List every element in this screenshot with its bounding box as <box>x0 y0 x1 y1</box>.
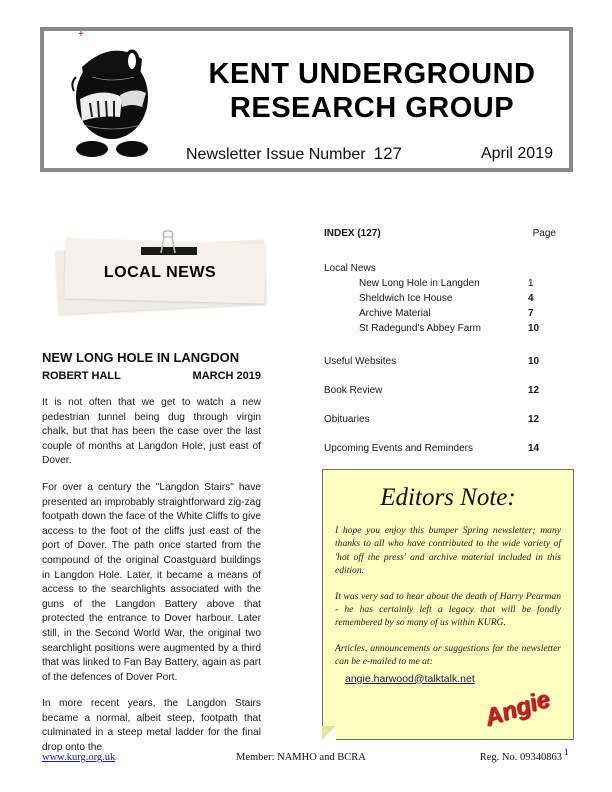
folded-corner-icon <box>322 726 336 740</box>
editors-note-paragraph: Articles, announcements or suggestions for the newsletter can be e-mailed to me at: <box>335 642 561 668</box>
masthead-title <box>182 57 562 125</box>
index-section-title: Local News <box>324 263 376 274</box>
index-entry-page: 14 <box>528 443 540 454</box>
title-line-1: KENT UNDERGROUND <box>208 58 536 90</box>
index-entry-label: Upcoming Events and Reminders <box>324 443 473 454</box>
index-entry-page: 10 <box>528 356 540 367</box>
masthead <box>40 27 573 172</box>
article-paragraph: For over a century the "Langdon Stairs" have presented an improbably straightforward zig-zag footpath down the face of the White Cliffs to give access to the foot of the cliffs just east of the port of Dover. The path once started from the compound of the original Coastguard buildings in Langdon Hole. Later, it became a means of access to the searchlights associated with the guns of the Langdon Battery above that protected the entrance to Dover harbour. Later still, in the Second World War, the original two searchlight positions were augmented by a third that was linked to Fan Bay Battery, again as part of the defences of Dover Port. <box>42 481 261 683</box>
byline <box>42 368 261 384</box>
editors-note-paragraph: It was very sad to hear about the death of Harry Pearman - he has certainly left a legacy that will be fondly remembered by so many of us within KURG. <box>335 590 561 629</box>
website-link[interactable]: www.kurg.org.uk <box>42 752 116 763</box>
index-entry-page: 10 <box>528 323 540 334</box>
editors-note <box>322 469 574 740</box>
title-line-2: RESEARCH GROUP <box>229 92 515 124</box>
article <box>42 350 261 756</box>
index <box>324 228 556 456</box>
index-entry[interactable] <box>324 321 556 336</box>
issue-number: 127 <box>373 144 402 163</box>
index-entry[interactable] <box>324 291 556 306</box>
index-entry[interactable] <box>324 276 556 291</box>
index-entry-page: 12 <box>528 385 540 396</box>
article-paragraph: It is not often that we get to watch a new pedestrian tunnel being dug through virgin chalk, but that has been the case over the last couple of months at Langdon Hole, just east of Dover. <box>42 397 261 467</box>
section-label: LOCAL NEWS <box>103 264 217 281</box>
membership-text: Member: NAMHO and BCRA <box>236 752 366 763</box>
index-header <box>324 228 556 239</box>
miner-mascot-icon <box>62 37 162 162</box>
index-entry-label: Archive Material <box>359 308 431 319</box>
article-author: ROBERT HALL <box>42 370 121 382</box>
article-headline: NEW LONG HOLE IN LANGDON <box>42 350 240 365</box>
page-number: 1 <box>564 747 569 757</box>
index-entry-label: Useful Websites <box>324 356 397 367</box>
section-banner <box>45 215 275 315</box>
index-entry-page: 12 <box>528 414 540 425</box>
index-entry[interactable] <box>324 412 556 427</box>
index-page-heading: Page <box>532 228 556 239</box>
index-entry[interactable] <box>324 441 556 456</box>
index-title: INDEX (127) <box>324 228 381 239</box>
editors-note-paragraph: I hope you enjoy this bumper Spring newsletter; many thanks to all who have contributed to the wide variety of 'hot off the press' and archive material included in this edition. <box>335 525 561 577</box>
index-entry-label: Obituaries <box>324 414 370 425</box>
index-entry[interactable] <box>324 354 556 369</box>
index-entry[interactable] <box>324 383 556 398</box>
index-entry-label: St Radegund's Abbey Farm <box>359 323 481 334</box>
issue-label: Newsletter Issue Number <box>186 146 366 163</box>
editor-email-link[interactable]: angie.harwood@talktalk.net <box>345 672 475 685</box>
binder-clip-wire-icon <box>158 229 178 253</box>
article-paragraph: In more recent years, the Langdon Stairs became a normal, albeit steep, footpath that culminated in a steep metal ladder for the final drop onto the <box>42 698 261 754</box>
registration-mark-icon: + <box>78 29 84 40</box>
index-entry[interactable] <box>324 306 556 321</box>
issue-date: April 2019 <box>480 145 553 162</box>
index-entry-label: Book Review <box>324 385 383 396</box>
editor-signature: Angie <box>481 685 554 732</box>
article-date: MARCH 2019 <box>192 370 261 382</box>
index-entry-label: Sheldwich Ice House <box>359 293 453 304</box>
index-entry-label: New Long Hole in Langden <box>359 278 480 289</box>
index-entry-page: 7 <box>528 308 534 319</box>
editors-note-title: Editors Note: <box>380 484 516 511</box>
index-entry-page: 1 <box>528 278 534 289</box>
issue-info <box>186 144 402 164</box>
registration-number: Reg. No. 09340863 <box>479 752 562 763</box>
index-entry-page: 4 <box>528 293 534 304</box>
